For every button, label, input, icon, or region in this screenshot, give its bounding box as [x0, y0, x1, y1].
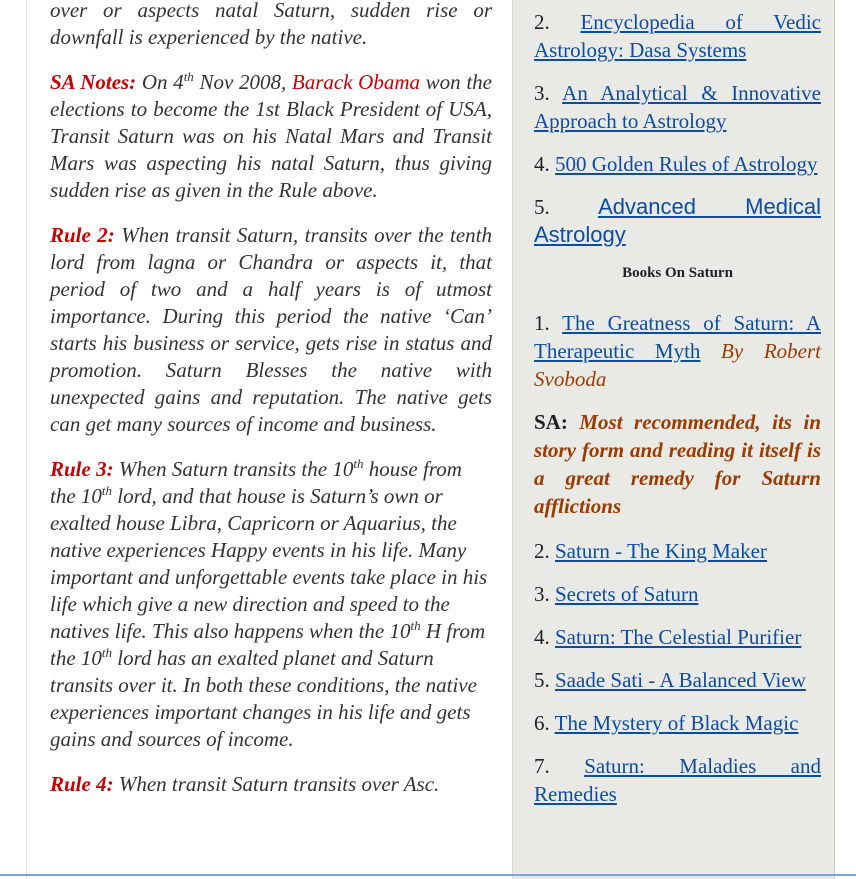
book-link-analytical-approach[interactable]: An Analytical & Innovative Approach to Astrology	[534, 81, 821, 133]
book-author: By Robert Svoboda	[534, 339, 821, 391]
rule-3-text-2: house from the 10	[50, 457, 462, 508]
rule-3-text-4: H from the 10	[50, 619, 486, 670]
rule-2-label: Rule 2:	[50, 223, 115, 247]
rule-3-sup-1: th	[353, 456, 364, 471]
paragraph-sa-notes	[50, 69, 492, 204]
rule-4-text: When transit Saturn transits over Asc.	[113, 772, 440, 796]
books-on-saturn-heading: Books On Saturn	[622, 265, 733, 281]
book-item-3-number: 3.	[534, 81, 563, 105]
saturn-book-item-6	[534, 709, 821, 737]
saturn-book-item-7	[534, 752, 821, 808]
saturn-book-2-number: 2.	[534, 539, 555, 563]
saturn-book-item-2	[534, 537, 821, 565]
rule-3-sup-3: th	[410, 618, 421, 633]
rule-3-sup-4: th	[101, 645, 113, 660]
book-item-3	[534, 79, 821, 135]
paragraph-rule-3	[50, 456, 492, 753]
sa-notes-label: SA Notes:	[50, 70, 137, 94]
rule-3-sup-2: th	[101, 483, 113, 498]
sidebar	[512, 0, 835, 879]
rule-3-text-1: When Saturn transits the 10	[113, 457, 354, 481]
book-link-celestial-purifier[interactable]: Saturn: The Celestial Purifier	[555, 625, 802, 649]
sidebar-content	[534, 8, 821, 823]
column-divider	[26, 0, 27, 879]
book-link-medical-astrology[interactable]: Advanced Medical Astrology	[534, 194, 821, 247]
book-item-5	[534, 193, 821, 249]
saturn-book-item-1	[534, 309, 821, 393]
article-body	[50, 0, 492, 816]
book-item-4-number: 4.	[534, 152, 555, 176]
saturn-book-item-5	[534, 666, 821, 694]
book-link-greatness-of-saturn[interactable]: The Greatness of Saturn: A Therapeutic Myth	[534, 311, 821, 363]
paragraph-rule-2	[50, 222, 492, 438]
saturn-book-6-number: 6.	[534, 711, 555, 735]
sa-recommendation-text: Most recommended, its in story form and reading it itself is a great remedy for Saturn afflictions	[534, 410, 821, 518]
book-link-king-maker[interactable]: Saturn - The King Maker	[555, 539, 767, 563]
rule-3-text-3: lord, and that house is Saturn’s own or exalted house Libra, Capricorn or Aquarius, the native experiences Happy events in his life. Many important and unforgettable events take place in his life which give a new direction and speed to the natives life. This also happens when the 10	[50, 484, 488, 643]
book-link-maladies-remedies[interactable]: Saturn: Maladies and Remedies	[534, 754, 822, 806]
sa-notes-text-1: On 4	[136, 70, 184, 94]
book-link-golden-rules[interactable]: 500 Golden Rules of Astrology	[555, 152, 818, 176]
rule-4-label: Rule 4:	[50, 772, 114, 796]
sa-recommendation	[534, 408, 821, 520]
paragraph-rule-4	[50, 771, 492, 798]
book-link-secrets-of-saturn[interactable]: Secrets of Saturn	[555, 582, 699, 606]
saturn-book-5-number: 5.	[534, 668, 555, 692]
book-link-encyclopedia-dasa[interactable]: Encyclopedia of Vedic Astrology: Dasa Systems	[534, 10, 821, 62]
sa-label: SA:	[534, 410, 580, 434]
saturn-book-item-3	[534, 580, 821, 608]
book-item-2	[534, 8, 821, 64]
bottom-divider-line	[0, 874, 856, 876]
saturn-book-3-number: 3.	[534, 582, 555, 606]
book-link-saade-sati[interactable]: Saade Sati - A Balanced View	[555, 668, 806, 692]
sa-notes-text-3: won the elections to become the 1st Black President of USA, Transit Saturn was on his Natal Mars and Transit Mars was aspecting his natal Saturn, thus giving sudden rise as given in the Rule above.	[50, 70, 493, 202]
saturn-book-1-number: 1.	[534, 311, 563, 335]
sa-notes-sup: th	[183, 69, 194, 84]
sa-notes-text-2: Nov 2008,	[193, 70, 292, 94]
paragraph-rule1-end: over or aspects natal Saturn, sudden rise or downfall is experienced by the native.	[50, 0, 492, 49]
rule-3-label: Rule 3:	[50, 457, 114, 481]
book-link-black-magic[interactable]: The Mystery of Black Magic	[554, 711, 799, 735]
barack-obama-name: Barack Obama	[291, 70, 421, 94]
saturn-book-7-number: 7.	[534, 754, 585, 778]
rule-3-text-5: lord has an exalted planet and Saturn transits over it. In both these conditions, the native experiences important changes in his life and gets gains and sources of income.	[50, 646, 477, 751]
book-item-4	[534, 150, 821, 178]
book-item-2-number: 2.	[534, 10, 581, 34]
rule-2-text: When transit Saturn, transits over the tenth lord from lagna or Chandra or aspects it, that period of two and a half years is of utmost importance. During this period the native ‘Can’ starts his business or service, gets rise in status and promotion. Saturn Blesses the native with unexpected gains and reputation. The native gets can get many sources of income and business.	[50, 223, 492, 436]
book-item-5-number: 5.	[534, 195, 599, 219]
saturn-book-4-number: 4.	[534, 625, 555, 649]
saturn-book-item-4	[534, 623, 821, 651]
